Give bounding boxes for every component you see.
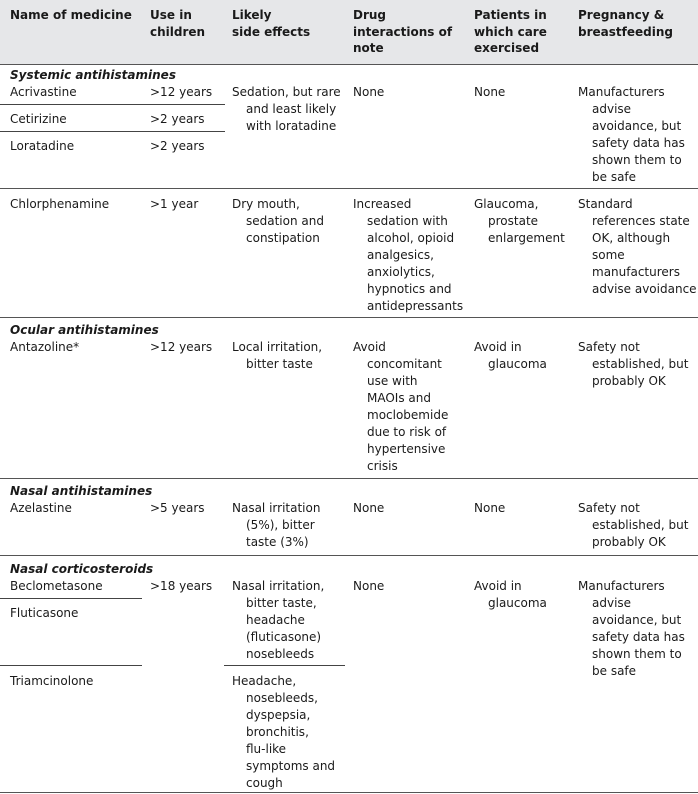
- side-effects-line: nosebleeds: [246, 647, 315, 661]
- care-line: None: [474, 501, 506, 515]
- pregnancy-line: established, but: [592, 357, 689, 371]
- interactions-line: MAOIs and: [367, 391, 431, 405]
- pregnancy-line: manufacturers: [592, 265, 680, 279]
- side-effects-line: and least likely: [246, 102, 337, 116]
- pregnancy-line: established, but: [592, 518, 689, 532]
- children-age: >2 years: [150, 139, 205, 153]
- pregnancy-line: some: [592, 248, 625, 262]
- interactions-line: analgesics,: [367, 248, 434, 262]
- pregnancy-line: Manufacturers: [578, 579, 665, 593]
- interactions-line: hypertensive: [367, 442, 446, 456]
- medicine-name: Triamcinolone: [10, 674, 94, 688]
- medicine-name: Acrivastine: [10, 85, 77, 99]
- row-divider: [0, 131, 225, 132]
- care-line: glaucoma: [488, 357, 547, 371]
- header-side-effects: Likely side effects: [232, 8, 311, 39]
- interactions-line: alcohol, opioid: [367, 231, 455, 245]
- pregnancy-line: Safety not: [578, 501, 640, 515]
- interactions-line: sedation with: [367, 214, 448, 228]
- side-effects-line: taste (3%): [246, 535, 309, 549]
- care-line: enlargement: [488, 231, 565, 245]
- care-line: Avoid in: [474, 340, 522, 354]
- side-effects-line: bitter taste,: [246, 596, 317, 610]
- side-effects-line: Nasal irritation: [232, 501, 321, 515]
- side-effects-line: (fluticasone): [246, 630, 322, 644]
- interactions-line: due to risk of: [367, 425, 447, 439]
- table-bottom-rule: [0, 792, 698, 793]
- interactions-line: None: [353, 579, 385, 593]
- header-name: Name of medicine: [10, 8, 132, 22]
- interactions-line: Avoid: [353, 340, 386, 354]
- pregnancy-line: advise: [592, 102, 632, 116]
- side-effects-line: symptoms and: [246, 759, 336, 773]
- pregnancy-line: shown them to: [592, 647, 682, 661]
- children-age: >12 years: [150, 340, 213, 354]
- children-age: >5 years: [150, 501, 205, 515]
- table-header: [0, 0, 698, 65]
- row-divider: [0, 665, 142, 666]
- pregnancy-line: safety data has: [592, 136, 685, 150]
- side-effects-line: cough: [246, 776, 283, 790]
- medicine-name: Loratadine: [10, 139, 75, 153]
- pregnancy-line: advise avoidance: [592, 282, 697, 296]
- pregnancy-line: Manufacturers: [578, 85, 665, 99]
- care-line: Glaucoma,: [474, 197, 539, 211]
- pregnancy-line: Standard: [578, 197, 633, 211]
- pregnancy-line: shown them to: [592, 153, 682, 167]
- pregnancy-line: Safety not: [578, 340, 640, 354]
- children-age: >18 years: [150, 579, 213, 593]
- interactions-line: use with: [367, 374, 418, 388]
- side-effects-line: with loratadine: [246, 119, 337, 133]
- side-effects-line: flu-like: [246, 742, 287, 756]
- children-age: >2 years: [150, 112, 205, 126]
- pregnancy-line: be safe: [592, 664, 637, 678]
- side-effects-line: constipation: [246, 231, 320, 245]
- medicine-name: Chlorphenamine: [10, 197, 110, 211]
- care-line: Avoid in: [474, 579, 522, 593]
- interactions-line: None: [353, 501, 385, 515]
- medicine-name: Antazoline*: [10, 340, 80, 354]
- care-line: glaucoma: [488, 596, 547, 610]
- interactions-line: moclobemide: [367, 408, 449, 422]
- side-effects-line: nosebleeds,: [246, 691, 318, 705]
- interactions-line: crisis: [367, 459, 398, 473]
- children-age: >1 year: [150, 197, 199, 211]
- pregnancy-line: probably OK: [592, 374, 666, 388]
- header-patients-care: Patients in which care exercised: [474, 8, 547, 55]
- side-effects-line: sedation and: [246, 214, 324, 228]
- side-effects-line: bronchitis,: [246, 725, 309, 739]
- section-divider: [0, 317, 698, 318]
- section-divider: [0, 555, 698, 556]
- medicine-name: Beclometasone: [10, 579, 103, 593]
- side-effects-line: dyspepsia,: [246, 708, 311, 722]
- side-effects-line: bitter taste: [246, 357, 313, 371]
- interactions-line: Increased: [353, 197, 412, 211]
- pregnancy-line: avoidance, but: [592, 119, 682, 133]
- interactions-line: anxiolytics,: [367, 265, 435, 279]
- header-use-in-children: Use in children: [150, 8, 206, 39]
- pregnancy-line: safety data has: [592, 630, 685, 644]
- side-effects-line: Nasal irritation,: [232, 579, 325, 593]
- pregnancy-line: avoidance, but: [592, 613, 682, 627]
- section-divider: [0, 188, 698, 189]
- side-effects-line: Sedation, but rare: [232, 85, 341, 99]
- pregnancy-line: probably OK: [592, 535, 666, 549]
- side-effects-line: Dry mouth,: [232, 197, 300, 211]
- header-pregnancy: Pregnancy & breastfeeding: [578, 8, 673, 39]
- pregnancy-line: references state: [592, 214, 690, 228]
- medicine-name: Azelastine: [10, 501, 72, 515]
- children-age: >12 years: [150, 85, 213, 99]
- interactions-line: None: [353, 85, 385, 99]
- pregnancy-line: OK, although: [592, 231, 671, 245]
- pregnancy-line: be safe: [592, 170, 637, 184]
- header-drug-interactions: Drug interactions of note: [353, 8, 453, 55]
- section-title-nasal-corticosteroids: Nasal corticosteroids: [10, 562, 154, 576]
- interactions-line: concomitant: [367, 357, 442, 371]
- side-effects-line: (5%), bitter: [246, 518, 315, 532]
- section-title-nasal-antihistamines: Nasal antihistamines: [10, 484, 153, 498]
- medicine-name: Cetirizine: [10, 112, 67, 126]
- side-effects-line: Headache,: [232, 674, 297, 688]
- care-line: prostate: [488, 214, 539, 228]
- pregnancy-line: advise: [592, 596, 632, 610]
- medicine-name: Fluticasone: [10, 606, 79, 620]
- section-title-ocular: Ocular antihistamines: [10, 323, 159, 337]
- interactions-line: hypnotics and: [367, 282, 452, 296]
- interactions-line: antidepressants: [367, 299, 464, 313]
- side-effects-line: headache: [246, 613, 305, 627]
- side-effects-line: Local irritation,: [232, 340, 323, 354]
- section-divider: [0, 478, 698, 479]
- section-title-systemic: Systemic antihistamines: [10, 68, 176, 82]
- row-divider: [0, 598, 142, 599]
- row-divider: [0, 104, 225, 105]
- care-line: None: [474, 85, 506, 99]
- row-divider: [224, 665, 345, 666]
